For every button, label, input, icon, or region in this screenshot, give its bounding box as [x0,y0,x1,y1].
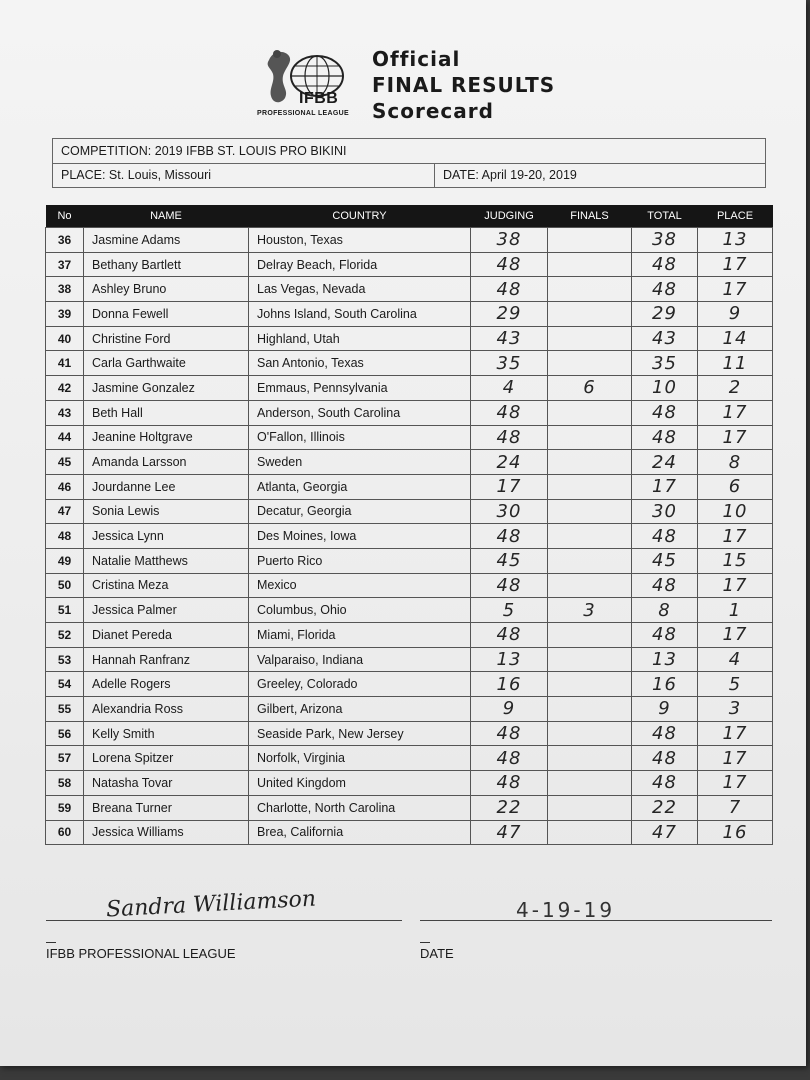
header-judging: JUDGING [471,205,548,228]
contestant-country: Greeley, Colorado [249,672,471,697]
table-row [46,351,773,376]
contestant-country: Miami, Florida [249,623,471,648]
judging-score: 35 [471,351,548,376]
contestant-country: Norfolk, Virginia [249,746,471,771]
total-score: 17 [632,474,698,499]
total-score: 48 [632,573,698,598]
scorecard-header [255,46,615,126]
place-label: PLACE: St. Louis, Missouri [53,163,435,187]
finals-score [548,302,632,327]
table-row [46,376,773,401]
judging-score: 48 [471,425,548,450]
judging-score: 48 [471,771,548,796]
table-row [46,697,773,722]
judging-score: 45 [471,548,548,573]
contestant-name: Jessica Palmer [84,598,249,623]
contestant-name: Jeanine Holtgrave [84,425,249,450]
judging-score: 48 [471,573,548,598]
header-place: PLACE [698,205,773,228]
competition-info-box [52,138,766,188]
table-header-row [46,205,773,228]
ifbb-logo [255,46,365,120]
finals-score [548,277,632,302]
judging-score: 5 [471,598,548,623]
table-row [46,252,773,277]
judging-score: 16 [471,672,548,697]
overbar-left [46,942,56,943]
finals-score [548,524,632,549]
total-score: 30 [632,499,698,524]
footer-date-label: DATE [420,946,454,961]
contestant-name: Dianet Pereda [84,623,249,648]
finals-score [548,697,632,722]
finals-score [548,499,632,524]
contestant-number: 48 [46,524,84,549]
competition-row [53,139,765,164]
contestant-number: 41 [46,351,84,376]
contestant-country: San Antonio, Texas [249,351,471,376]
total-score: 48 [632,623,698,648]
header-total: TOTAL [632,205,698,228]
signature-handwriting: Sandra Williamson [105,886,317,923]
title-line-1: Official [372,47,461,71]
judging-score: 9 [471,697,548,722]
date-line [420,920,772,921]
total-score: 48 [632,400,698,425]
finals-score [548,623,632,648]
contestant-name: Beth Hall [84,400,249,425]
table-row [46,326,773,351]
contestant-country: Seaside Park, New Jersey [249,721,471,746]
placement: 8 [698,450,773,475]
page-title [372,46,555,124]
contestant-number: 49 [46,548,84,573]
placement: 17 [698,425,773,450]
total-score: 8 [632,598,698,623]
finals-score [548,474,632,499]
contestant-country: Columbus, Ohio [249,598,471,623]
total-score: 48 [632,425,698,450]
contestant-country: Delray Beach, Florida [249,252,471,277]
signature-line [46,920,402,921]
judging-score: 48 [471,746,548,771]
judging-score: 13 [471,647,548,672]
total-score: 47 [632,820,698,845]
contestant-country: Valparaiso, Indiana [249,647,471,672]
finals-score: 3 [548,598,632,623]
judging-score: 48 [471,721,548,746]
table-row [46,820,773,845]
finals-score [548,252,632,277]
contestant-country: Charlotte, North Carolina [249,795,471,820]
total-score: 29 [632,302,698,327]
contestant-number: 43 [46,400,84,425]
judging-score: 29 [471,302,548,327]
total-score: 16 [632,672,698,697]
finals-score [548,721,632,746]
total-score: 48 [632,277,698,302]
contestant-country: Atlanta, Georgia [249,474,471,499]
judging-score: 48 [471,623,548,648]
contestant-country: Johns Island, South Carolina [249,302,471,327]
table-row [46,425,773,450]
total-score: 48 [632,721,698,746]
contestant-number: 50 [46,573,84,598]
contestant-name: Carla Garthwaite [84,351,249,376]
judging-score: 43 [471,326,548,351]
header-no: No [46,205,84,228]
finals-score [548,450,632,475]
contestant-number: 54 [46,672,84,697]
total-score: 35 [632,351,698,376]
table-row [46,277,773,302]
contestant-number: 46 [46,474,84,499]
contestant-name: Amanda Larsson [84,450,249,475]
contestant-name: Jasmine Adams [84,228,249,253]
contestant-number: 59 [46,795,84,820]
table-row [46,228,773,253]
placement: 16 [698,820,773,845]
contestant-name: Jessica Lynn [84,524,249,549]
table-row [46,400,773,425]
total-score: 48 [632,252,698,277]
overbar-right [420,942,430,943]
competition-label: COMPETITION: 2019 IFBB ST. LOUIS PRO BIKINI [61,144,347,158]
table-row [46,302,773,327]
contestant-number: 44 [46,425,84,450]
judging-score: 17 [471,474,548,499]
table-row [46,450,773,475]
judging-score: 48 [471,277,548,302]
contestant-number: 38 [46,277,84,302]
finals-score [548,351,632,376]
contestant-country: Brea, California [249,820,471,845]
contestant-country: Des Moines, Iowa [249,524,471,549]
placement: 17 [698,771,773,796]
placement: 17 [698,721,773,746]
results-table-body [46,228,773,845]
contestant-number: 36 [46,228,84,253]
total-score: 24 [632,450,698,475]
contestant-name: Ashley Bruno [84,277,249,302]
total-score: 48 [632,771,698,796]
placement: 6 [698,474,773,499]
contestant-country: Houston, Texas [249,228,471,253]
contestant-number: 42 [46,376,84,401]
total-score: 13 [632,647,698,672]
table-row [46,721,773,746]
contestant-name: Adelle Rogers [84,672,249,697]
contestant-number: 45 [46,450,84,475]
contestant-name: Christine Ford [84,326,249,351]
header-finals: FINALS [548,205,632,228]
placement: 9 [698,302,773,327]
finals-score [548,746,632,771]
contestant-name: Natalie Matthews [84,548,249,573]
contestant-name: Alexandria Ross [84,697,249,722]
finals-score [548,548,632,573]
table-row [46,524,773,549]
placement: 5 [698,672,773,697]
contestant-country: Gilbert, Arizona [249,697,471,722]
contestant-name: Cristina Meza [84,573,249,598]
contestant-number: 52 [46,623,84,648]
header-country: COUNTRY [249,205,471,228]
total-score: 22 [632,795,698,820]
contestant-name: Donna Fewell [84,302,249,327]
placement: 15 [698,548,773,573]
contestant-country: Mexico [249,573,471,598]
contestant-number: 58 [46,771,84,796]
table-row [46,746,773,771]
contestant-number: 55 [46,697,84,722]
placement: 4 [698,647,773,672]
contestant-number: 53 [46,647,84,672]
placement: 3 [698,697,773,722]
placement: 17 [698,573,773,598]
contestant-name: Lorena Spitzer [84,746,249,771]
finals-score [548,326,632,351]
title-line-3: Scorecard [372,99,494,123]
judge-signature [88,878,348,934]
contestant-number: 39 [46,302,84,327]
placement: 1 [698,598,773,623]
contestant-number: 57 [46,746,84,771]
placement: 17 [698,252,773,277]
total-score: 9 [632,697,698,722]
title-line-2: FINAL RESULTS [372,73,556,97]
contestant-country: Highland, Utah [249,326,471,351]
finals-score [548,647,632,672]
placement: 17 [698,277,773,302]
place-date-row [53,163,765,187]
contestant-number: 60 [46,820,84,845]
contestant-country: Anderson, South Carolina [249,400,471,425]
contestant-name: Sonia Lewis [84,499,249,524]
finals-score [548,573,632,598]
placement: 17 [698,746,773,771]
placement: 13 [698,228,773,253]
contestant-name: Jasmine Gonzalez [84,376,249,401]
judging-score: 48 [471,400,548,425]
judging-score: 47 [471,820,548,845]
table-row [46,771,773,796]
placement: 17 [698,400,773,425]
table-row [46,573,773,598]
contestant-number: 47 [46,499,84,524]
results-table [45,205,773,845]
footer-org-label: IFBB PROFESSIONAL LEAGUE [46,946,236,961]
finals-score [548,672,632,697]
finals-score [548,400,632,425]
finals-score [548,228,632,253]
finals-score: 6 [548,376,632,401]
contestant-country: United Kingdom [249,771,471,796]
contestant-country: Sweden [249,450,471,475]
judging-score: 48 [471,524,548,549]
date-label: DATE: April 19-20, 2019 [443,168,577,182]
judging-score: 30 [471,499,548,524]
table-row [46,647,773,672]
placement: 2 [698,376,773,401]
contestant-country: Decatur, Georgia [249,499,471,524]
contestant-name: Jessica Williams [84,820,249,845]
total-score: 48 [632,746,698,771]
contestant-country: O'Fallon, Illinois [249,425,471,450]
finals-score [548,771,632,796]
placement: 17 [698,623,773,648]
total-score: 38 [632,228,698,253]
finals-score [548,820,632,845]
table-row [46,795,773,820]
contestant-name: Jourdanne Lee [84,474,249,499]
placement: 11 [698,351,773,376]
total-score: 43 [632,326,698,351]
contestant-name: Natasha Tovar [84,771,249,796]
contestant-country: Emmaus, Pennsylvania [249,376,471,401]
total-score: 48 [632,524,698,549]
contestant-number: 40 [46,326,84,351]
table-row [46,548,773,573]
table-row [46,474,773,499]
logo-wordmark: IFBB [299,90,339,107]
finals-score [548,425,632,450]
placement: 10 [698,499,773,524]
contestant-name: Bethany Bartlett [84,252,249,277]
total-score: 45 [632,548,698,573]
handwritten-date: 4-19-19 [516,898,616,922]
judging-score: 24 [471,450,548,475]
contestant-name: Breana Turner [84,795,249,820]
table-row [46,598,773,623]
table-row [46,499,773,524]
placement: 7 [698,795,773,820]
placement: 17 [698,524,773,549]
header-name: NAME [84,205,249,228]
contestant-number: 37 [46,252,84,277]
contestant-country: Puerto Rico [249,548,471,573]
logo-subtext: PROFESSIONAL LEAGUE [257,110,349,117]
table-row [46,623,773,648]
contestant-country: Las Vegas, Nevada [249,277,471,302]
contestant-number: 51 [46,598,84,623]
judging-score: 4 [471,376,548,401]
contestant-number: 56 [46,721,84,746]
globe-logo-icon [255,46,365,120]
total-score: 10 [632,376,698,401]
judging-score: 38 [471,228,548,253]
contestant-name: Kelly Smith [84,721,249,746]
contestant-name: Hannah Ranfranz [84,647,249,672]
judging-score: 48 [471,252,548,277]
table-row [46,672,773,697]
judging-score: 22 [471,795,548,820]
placement: 14 [698,326,773,351]
finals-score [548,795,632,820]
